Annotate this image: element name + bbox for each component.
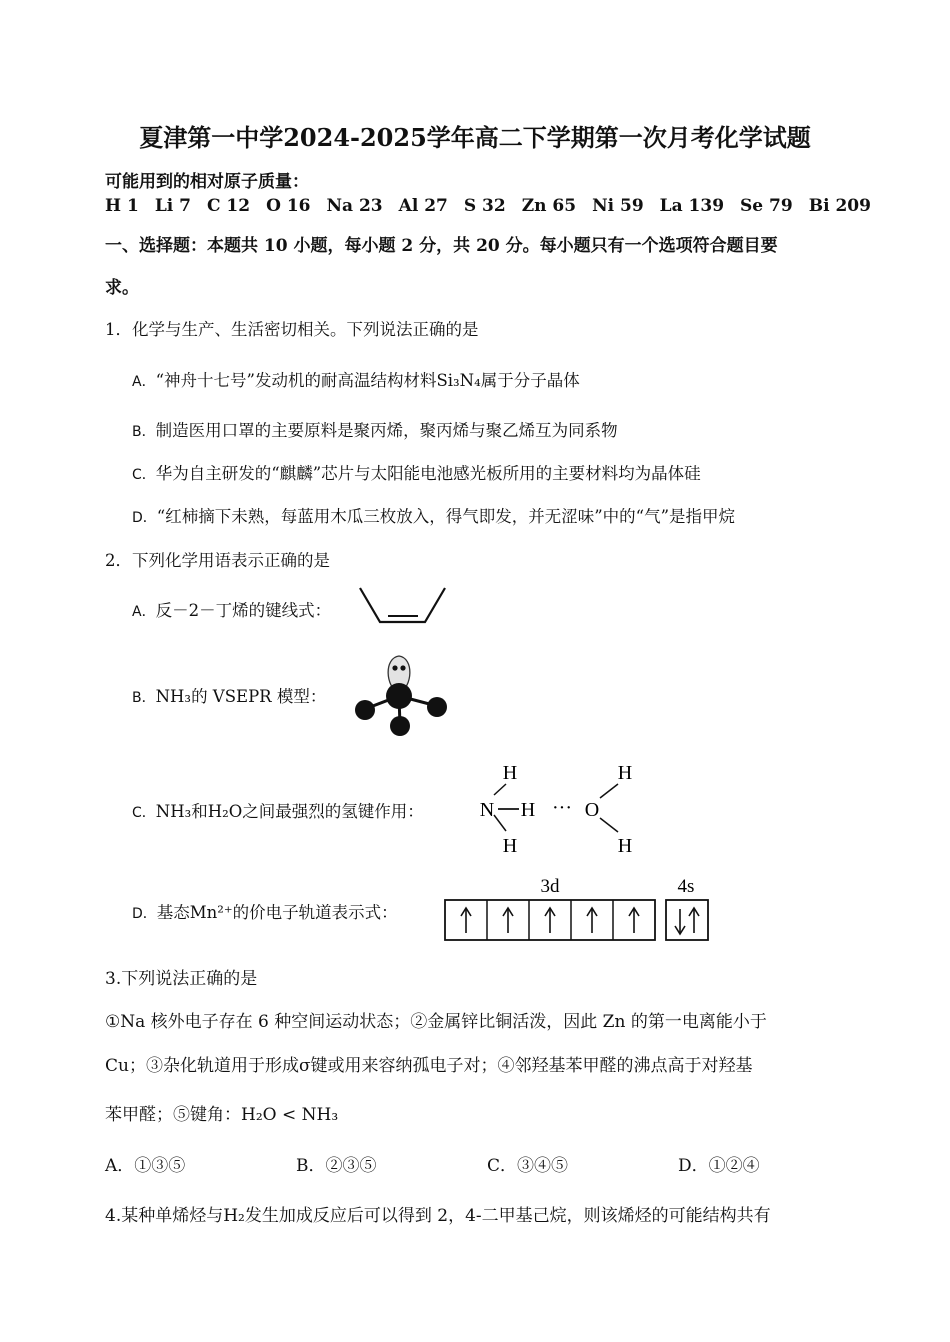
option-text: “神舟十七号”发动机的耐高温结构材料 bbox=[155, 371, 437, 390]
hydrogen-bond-dots: ··· bbox=[552, 797, 572, 819]
page-title: 夏津第一中学2024-2025学年高二下学期第一次月考化学试题 bbox=[139, 123, 811, 152]
option-text: 反－2－丁烯的键线式： bbox=[155, 601, 332, 620]
q1-option-d bbox=[132, 503, 735, 527]
q2-option-b bbox=[132, 683, 326, 707]
q1-option-c bbox=[132, 460, 701, 484]
atomic-mass-item: H 1 bbox=[105, 196, 139, 216]
q2-stem: 2．下列化学用语表示正确的是 bbox=[105, 551, 330, 570]
atomic-mass-item: Na 23 bbox=[326, 196, 383, 216]
q3-option-a: A．①③⑤ bbox=[105, 1156, 186, 1176]
atom-h: H bbox=[502, 835, 518, 857]
atom-h: H bbox=[520, 799, 536, 821]
option-text: “红柿摘下未熟，每蓝用木瓜三枚放入，得气即发，并无涩味”中的“气”是指甲烷 bbox=[156, 507, 736, 526]
formula: H₂ bbox=[223, 1206, 245, 1226]
electron-pair-arrows bbox=[675, 908, 699, 934]
orbital-label-3d: 3d bbox=[540, 876, 560, 897]
option-label: A． bbox=[132, 374, 156, 390]
q4-text: 发生加成反应后可以得到 2，4-二甲基己烷，则该烯烃的可能结构共有 bbox=[244, 1206, 771, 1226]
option-label: D． bbox=[132, 906, 157, 922]
butene-skeletal-formula bbox=[355, 584, 450, 628]
atomic-mass-item: S 32 bbox=[463, 196, 506, 216]
formula: NH₃ bbox=[155, 687, 192, 706]
q4-stem bbox=[105, 1201, 771, 1226]
q3-line3 bbox=[105, 1100, 338, 1125]
formula: H₂O bbox=[207, 802, 243, 821]
q2-option-d bbox=[132, 899, 398, 923]
atomic-mass-label: 可能用到的相对原子质量： bbox=[105, 172, 309, 192]
atom-n: N bbox=[479, 799, 495, 821]
q3-stem: 3.下列说法正确的是 bbox=[105, 969, 258, 989]
q2-option-c bbox=[132, 798, 424, 822]
formula: Si₃N₄ bbox=[436, 371, 481, 390]
atomic-mass-item: Al 27 bbox=[398, 196, 448, 216]
q1-stem: 1．化学与生产、生活密切相关。下列说法正确的是 bbox=[105, 320, 479, 339]
option-label: B． bbox=[132, 424, 156, 440]
q3-line2: Cu；③杂化轨道用于形成σ键或用来容纳孤电子对；④邻羟基苯甲醛的沸点高于对羟基 bbox=[105, 1056, 753, 1076]
section-heading-line2: 求。 bbox=[105, 278, 139, 298]
formula: H₂O < NH₃ bbox=[241, 1105, 339, 1125]
atom-o: O bbox=[584, 799, 600, 821]
atomic-mass-list bbox=[105, 196, 887, 216]
option-label: A． bbox=[132, 604, 156, 620]
atom-h: H bbox=[617, 762, 633, 784]
option-text: 基态 bbox=[156, 903, 190, 922]
option-label: C． bbox=[132, 805, 156, 821]
q3-line1: ①Na 核外电子存在 6 种空间运动状态；②金属锌比铜活泼，因此 Zn 的第一电离能小于 bbox=[105, 1012, 767, 1032]
option-text: 的 VSEPR 模型： bbox=[191, 687, 327, 706]
option-text: 华为自主研发的“麒麟”芯片与太阳能电池感光板所用的主要材料均为晶体硅 bbox=[155, 464, 701, 483]
nitrogen-atom bbox=[386, 683, 412, 709]
orbital-diagram bbox=[440, 872, 715, 946]
q3-line3-text: 苯甲醛；⑤键角： bbox=[105, 1105, 241, 1125]
option-label: D． bbox=[132, 510, 157, 526]
atomic-mass-item: La 139 bbox=[659, 196, 725, 216]
atomic-mass-item: Ni 59 bbox=[592, 196, 644, 216]
atomic-mass-item: C 12 bbox=[206, 196, 251, 216]
atom-h: H bbox=[502, 762, 518, 784]
section-heading-line1: 一、选择题：本题共 10 小题，每小题 2 分，共 20 分。每小题只有一个选项符合题目要 bbox=[105, 236, 778, 256]
orbital-box-4s bbox=[666, 900, 708, 940]
atom-h: H bbox=[617, 835, 633, 857]
q1-option-b bbox=[132, 417, 618, 441]
q4-text: 4.某种单烯烃与 bbox=[105, 1206, 224, 1226]
q3-option-b: B．②③⑤ bbox=[296, 1156, 377, 1176]
option-text: 属于分子晶体 bbox=[480, 371, 580, 390]
orbital-label-4s: 4s bbox=[677, 876, 695, 897]
option-label: C． bbox=[132, 467, 156, 483]
option-text: 之间最强烈的氢键作用： bbox=[242, 802, 424, 821]
atomic-mass-item: O 16 bbox=[266, 196, 311, 216]
option-label: B． bbox=[132, 690, 156, 706]
atomic-mass-item: Zn 65 bbox=[521, 196, 577, 216]
atomic-mass-item: Se 79 bbox=[740, 196, 793, 216]
q1-option-a bbox=[132, 367, 580, 391]
option-text: 制造医用口罩的主要原料是聚丙烯，聚丙烯与聚乙烯互为同系物 bbox=[155, 421, 618, 440]
q2-option-a bbox=[132, 597, 331, 621]
formula: Mn²⁺ bbox=[189, 903, 233, 922]
hydrogen-bond-diagram bbox=[470, 758, 645, 862]
q3-option-c: C．③④⑤ bbox=[487, 1156, 569, 1176]
option-text: 的价电子轨道表示式： bbox=[232, 903, 398, 922]
atomic-mass-item: Bi 209 bbox=[808, 196, 871, 216]
atomic-mass-item: Li 7 bbox=[154, 196, 191, 216]
vsepr-model bbox=[350, 650, 455, 740]
q3-option-d: D．①②④ bbox=[678, 1156, 760, 1176]
option-text: 和 bbox=[191, 802, 208, 821]
formula: NH₃ bbox=[155, 802, 192, 821]
